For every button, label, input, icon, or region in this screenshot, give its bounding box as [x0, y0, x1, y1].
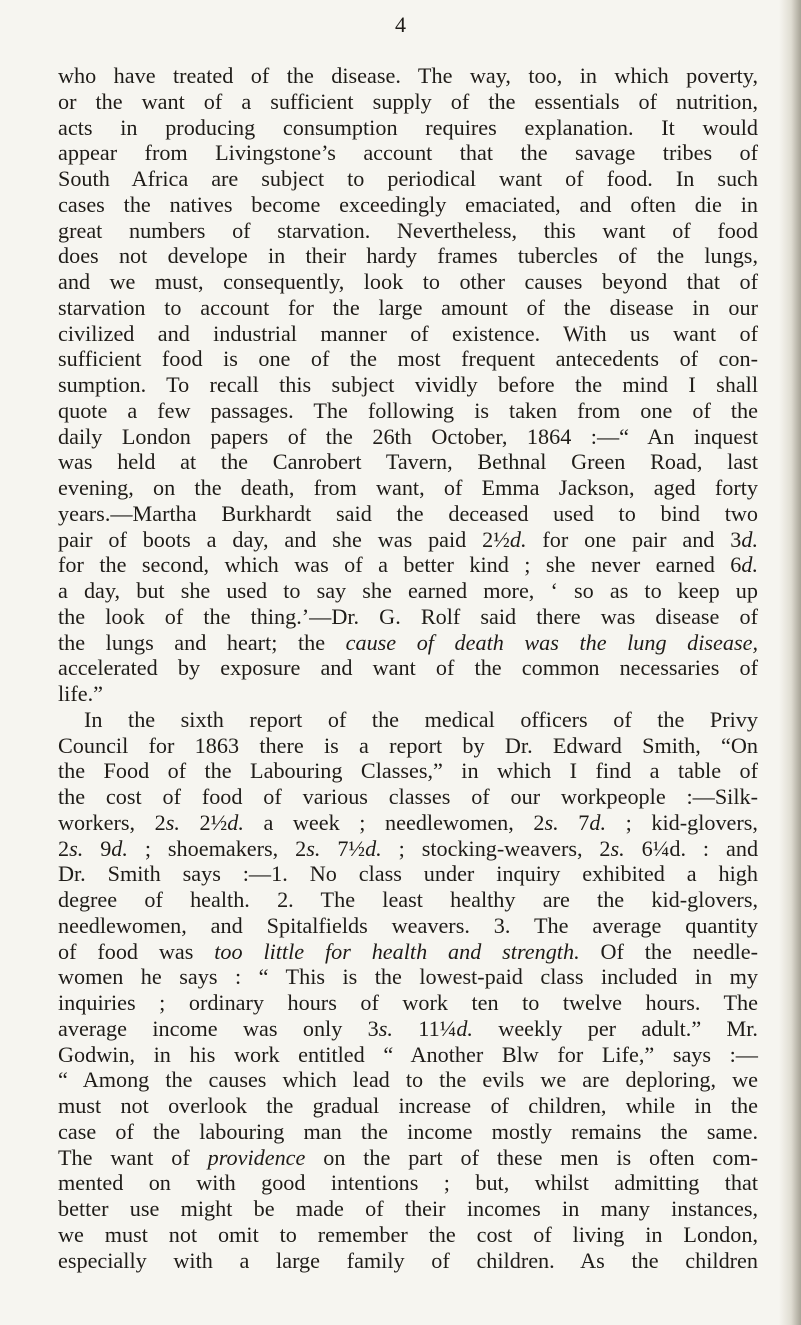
text-span: great numbers of starvation. Nevertheless, this want of food [58, 217, 758, 243]
text-span: Dr. Smith says :—1. No class under inquiry exhibited a high [58, 861, 758, 887]
text-span: on the part of these men is often com- [305, 1144, 758, 1170]
text-span: the cost of food of various classes of our workpeople :—Silk- [58, 784, 758, 809]
text-span: cases the natives become exceedingly emaciated, and often die in [58, 191, 758, 217]
text-span: quote a few passages. The following is taken from one of the [58, 397, 758, 423]
text-line [58, 990, 758, 1016]
text-span: women he says : “ This is the lowest-paid class included in my [58, 964, 758, 990]
text-span: of food was [58, 938, 215, 964]
text-line [58, 1170, 758, 1196]
text-span: In the sixth report of the medical officers of the Privy [84, 706, 758, 732]
text-line [58, 1042, 758, 1068]
text-span: 7½ [320, 835, 366, 861]
text-span: the lungs and heart; the [58, 629, 346, 655]
italic-text: d. [111, 835, 128, 861]
text-line [58, 321, 758, 347]
text-span: “ Among the causes which lead to the evils we are deploring, we [58, 1067, 758, 1093]
text-line [58, 218, 758, 244]
page-number: 4 [395, 12, 406, 37]
italic-text: s. [69, 835, 84, 861]
text-span: ; stocking-weavers, 2 [381, 835, 611, 861]
text-span: who have treated of the disease. The way, too, in which poverty, [58, 63, 758, 88]
text-line [58, 1016, 758, 1042]
text-span: starvation to account for the large amount of the disease in our [58, 294, 758, 320]
text-span: South Africa are subject to periodical want of food. In such [58, 166, 758, 191]
italic-text: s. [544, 809, 559, 835]
text-span: years.—Martha Burkhardt said the deceased used to bind two [58, 500, 758, 526]
italic-text: s. [306, 835, 321, 861]
text-span: civilized and industrial manner of existence. With us want of [58, 320, 758, 346]
text-line [58, 115, 758, 141]
text-line [58, 887, 758, 913]
text-line [58, 192, 758, 218]
text-span: must not overlook the gradual increase of children, while in the [58, 1093, 758, 1118]
text-span: pair of boots a day, and she was paid 2½ [58, 526, 510, 552]
text-span: : and [686, 835, 759, 861]
text-span: sumption. To recall this subject vividly before the mind I shall [58, 372, 758, 397]
text-line [58, 527, 758, 553]
italic-text: d. [589, 809, 607, 835]
text-span: ; kid-glovers, [606, 809, 758, 835]
text-span: Council for 1863 there is a report by Dr. Edward Smith, “On [58, 732, 758, 758]
text-span: Godwin, in his work entitled “ Another Blw for Life,” says :— [58, 1041, 758, 1067]
text-span: 2 [58, 835, 70, 861]
text-line [58, 166, 758, 192]
text-span: and we must, consequently, look to other causes beyond that of [58, 269, 758, 294]
text-span: does not develope in their hardy frames tubercles of the lungs, [58, 243, 758, 269]
text-line [58, 578, 758, 604]
text-line [58, 630, 758, 656]
text-line [58, 243, 758, 269]
text-line [58, 784, 758, 810]
italic-text: s. [610, 835, 625, 861]
text-line [58, 604, 758, 630]
text-line [58, 1145, 758, 1171]
text-span: 6¼ [624, 835, 670, 861]
text-line [58, 1196, 758, 1222]
text-span: The want of [58, 1144, 208, 1170]
italic-text: cause of death was the lung disease, [345, 629, 759, 655]
text-line [58, 861, 758, 887]
text-span: d. [669, 835, 687, 861]
italic-text: s. [378, 1015, 393, 1041]
page-edge-shadow [779, 0, 801, 1325]
text-line [58, 424, 758, 450]
text-line [58, 913, 758, 939]
text-line [58, 1222, 758, 1248]
text-span: evening, on the death, from want, of Emma Jackson, aged forty [58, 475, 758, 500]
text-span: accelerated by exposure and want of the common necessaries of [58, 655, 758, 681]
text-span: appear from Livingstone’s account that the savage tribes of [58, 140, 758, 166]
text-line [58, 733, 758, 759]
text-span: life.” [58, 681, 103, 706]
italic-text: d. [741, 552, 758, 578]
italic-text: d. [365, 835, 382, 861]
italic-text: d. [741, 526, 759, 552]
body-text [58, 63, 758, 1273]
text-span: especially with a large family of children. As the children [58, 1247, 758, 1273]
text-line [58, 681, 758, 707]
text-line [58, 964, 758, 990]
text-line [58, 89, 758, 115]
text-span: for the second, which was of a better kind ; she never earned 6 [58, 552, 742, 578]
text-span: acts in producing consumption requires explanation. It would [58, 114, 758, 140]
text-line [58, 1248, 758, 1274]
text-span: 7 [558, 809, 590, 835]
text-span: the Food of the Labouring Classes,” in which I find a table of [58, 758, 758, 784]
text-span: workers, 2 [58, 809, 166, 835]
text-span: average income was only 3 [58, 1015, 379, 1041]
text-span: or the want of a sufficient supply of the essentials of nutrition, [58, 88, 758, 114]
text-span: better use might be made of their incomes in many instances, [58, 1196, 758, 1221]
italic-text: s. [165, 809, 180, 835]
text-span: for one pair and 3 [526, 526, 742, 552]
text-line [58, 655, 758, 681]
text-line [58, 810, 758, 836]
text-line [58, 707, 758, 733]
text-line [58, 1067, 758, 1093]
text-line [58, 398, 758, 424]
text-span: mented on with good intentions ; but, whilst admitting that [58, 1170, 758, 1196]
text-line [58, 552, 758, 578]
text-line [58, 836, 758, 862]
text-line [58, 63, 758, 89]
italic-text: d. [509, 526, 527, 552]
text-line [58, 939, 758, 965]
text-span: inquiries ; ordinary hours of work ten to twelve hours. The [58, 990, 758, 1015]
text-line [58, 1093, 758, 1119]
italic-text: d. [227, 809, 244, 835]
italic-text: d. [456, 1015, 473, 1041]
text-span: daily London papers of the 26th October, 1864 :—“ An inquest [58, 423, 758, 449]
text-span: 2½ [179, 809, 228, 835]
text-span: case of the labouring man the income mostly remains the same. [58, 1118, 758, 1144]
text-span: needlewomen, and Spitalfields weavers. 3. The average quantity [58, 912, 758, 938]
italic-text: providence [207, 1144, 306, 1170]
text-line [58, 295, 758, 321]
text-span: was held at the Canrobert Tavern, Bethnal Green Road, last [58, 449, 758, 475]
text-line [58, 372, 758, 398]
text-span: we must not omit to remember the cost of living in London, [58, 1221, 758, 1247]
text-span: the look of the thing.’—Dr. G. Rolf said there was disease of [58, 603, 758, 629]
text-line [58, 758, 758, 784]
text-span: a day, but she used to say she earned more, ‘ so as to keep up [58, 578, 758, 603]
text-line [58, 346, 758, 372]
text-line [58, 269, 758, 295]
text-span: Of the needle- [579, 938, 758, 964]
text-line [58, 1119, 758, 1145]
text-line [58, 501, 758, 527]
text-span: a week ; needlewomen, 2 [243, 809, 545, 835]
text-line [58, 475, 758, 501]
text-span: ; shoemakers, 2 [127, 835, 307, 861]
text-span: sufficient food is one of the most frequent antecedents of con- [58, 346, 758, 372]
text-span: weekly per adult.” Mr. [472, 1015, 758, 1041]
text-line [58, 449, 758, 475]
text-span: 9 [83, 835, 112, 861]
text-line [58, 140, 758, 166]
text-span: degree of health. 2. The least healthy are the kid-glovers, [58, 887, 758, 912]
italic-text: too little for health and strength. [214, 938, 580, 964]
text-span: 11¼ [392, 1015, 457, 1041]
